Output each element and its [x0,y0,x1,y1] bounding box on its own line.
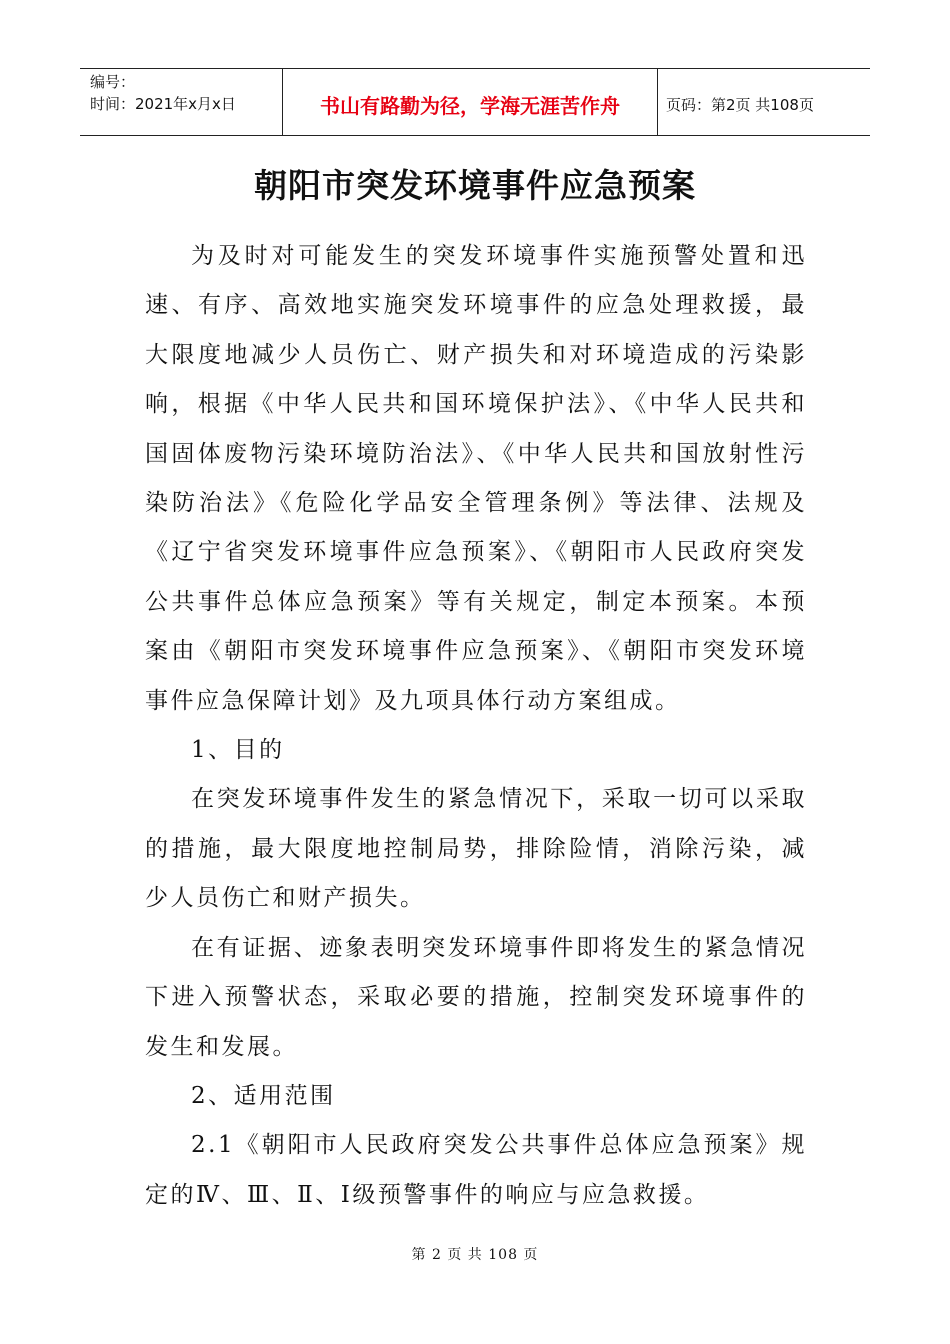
header-meta [80,69,282,135]
paragraph-purpose-2: 在有证据、迹象表明突发环境事件即将发生的紧急情况下进入预警状态，采取必要的措施，控制突发环境事件的发生和发展。 [145,934,807,1060]
document-number-label: 编号： [90,73,136,91]
header-motto [282,69,658,135]
header-page-info [658,69,870,135]
document-date: 时间：2021年x月x日 [90,95,236,113]
section-heading-scope: 2、适用范围 [191,1082,336,1109]
document-title: 朝阳市突发环境事件应急预案 [254,166,696,205]
paragraph-scope-2-1: 2.1《朝阳市人民政府突发公共事件总体应急预案》规定的Ⅳ、Ⅲ、Ⅱ、Ⅰ级预警事件的响应与应急救援。 [145,1132,807,1208]
page-info-text: 页码：第2页 共108页 [666,96,814,114]
section-heading-purpose: 1、目的 [191,737,285,764]
paragraph-purpose-1: 在突发环境事件发生的紧急情况下，采取一切可以采取的措施，最大限度地控制局势，排除险情，消除污染，减少人员伤亡和财产损失。 [145,786,807,912]
paragraph-intro: 为及时对可能发生的突发环境事件实施预警处置和迅速、有序、高效地实施突发环境事件的应急处理救援，最大限度地减少人员伤亡、财产损失和对环境造成的污染影响，根据《中华人民共和国环境保护法》、《中华人民共和国固体废物污染环境防治法》、《中华人民共和国放射性污染防治法》《危险化学品安全管理条例》等法律、法规及《辽宁省突发环境事件应急预案》、《朝阳市人民政府突发公共事件总体应急预案》等有关规定，制定本预案。本预案由《朝阳市突发环境事件应急预案》、《朝阳市突发环境事件应急保障计划》及九项具体行动方案组成。 [145,243,807,714]
page-header [80,68,870,136]
page-footer: 第 2 页 共 108 页 [411,1247,539,1263]
document-body [145,232,807,1220]
motto-text: 书山有路勤为径，学海无涯苦作舟 [320,94,620,118]
